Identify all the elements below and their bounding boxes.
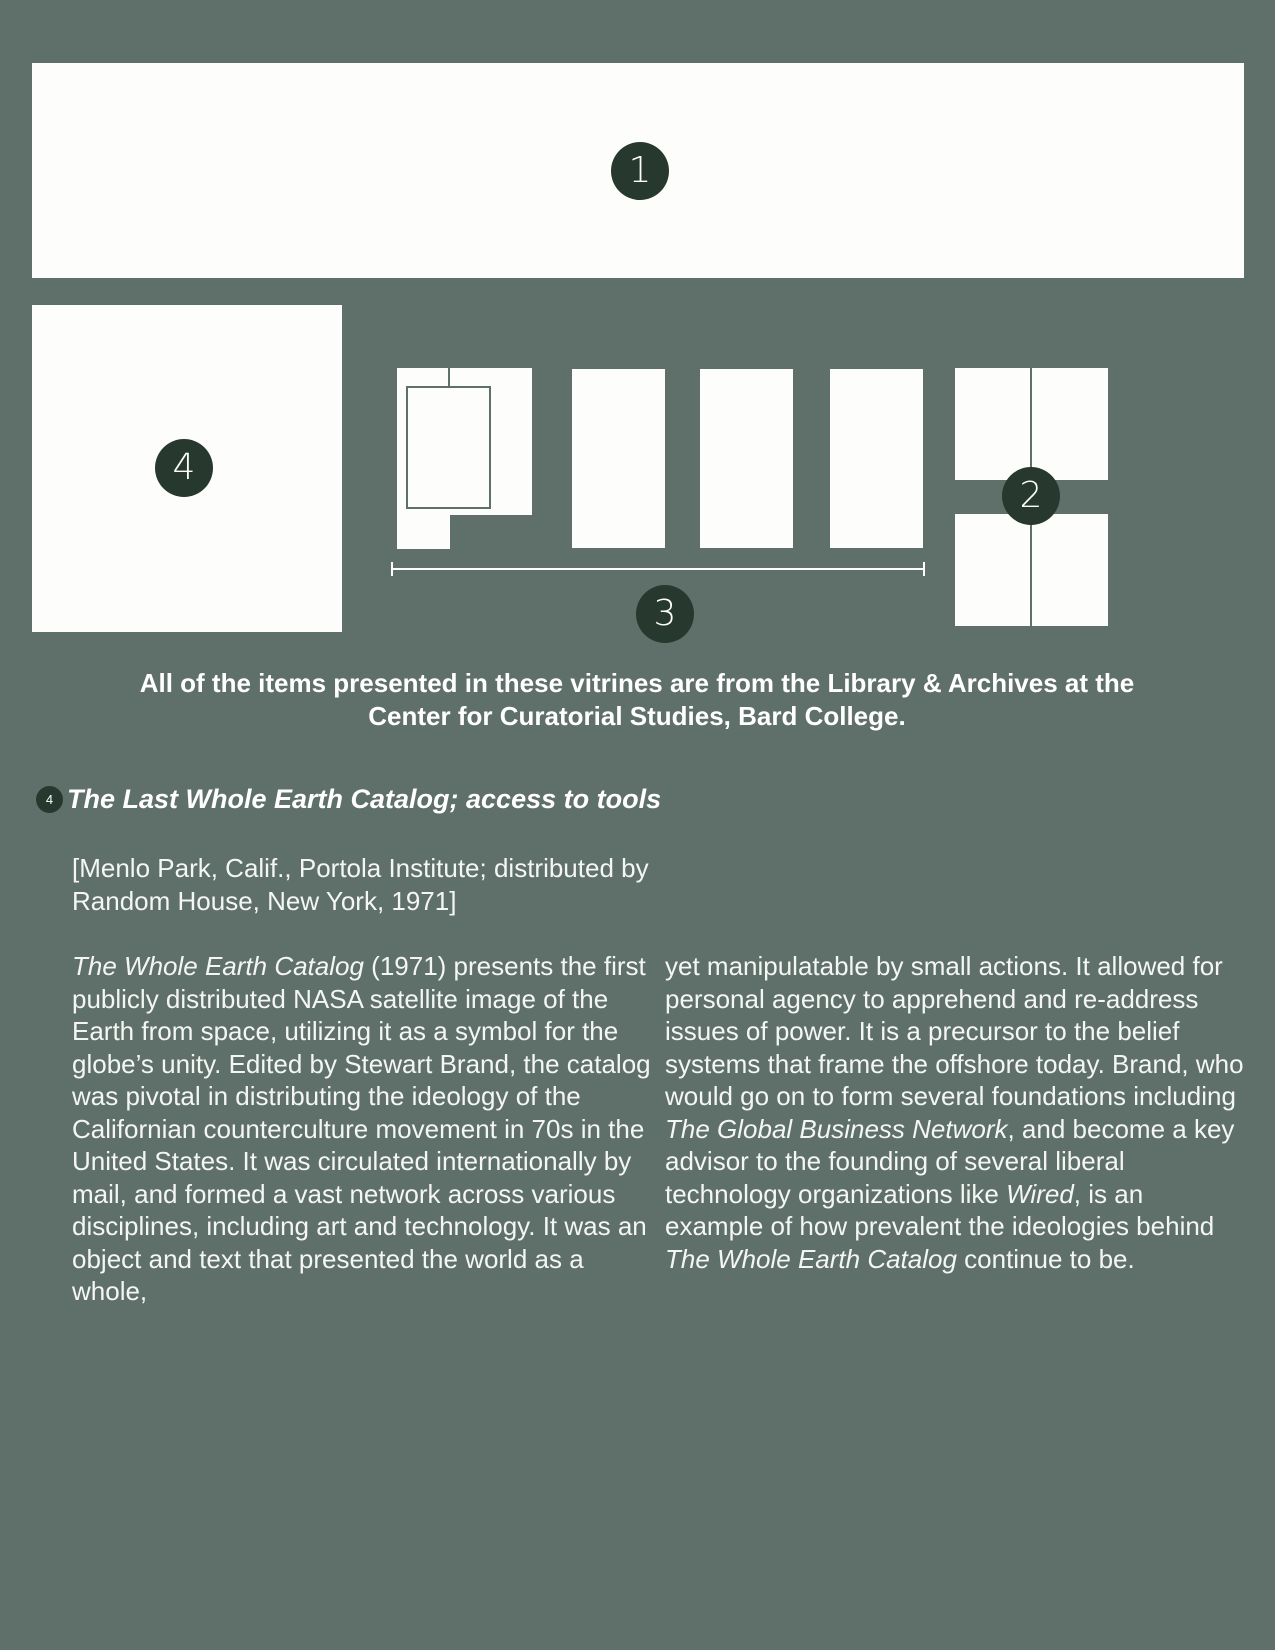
gbn-italic: The Global Business Network [665, 1113, 1008, 1144]
description-column-right [665, 950, 1245, 1275]
wired-italic: Wired [1006, 1178, 1074, 1209]
catalog-title-italic: The Whole Earth Catalog [72, 951, 364, 981]
vitrine-3-badge: 3 [636, 585, 694, 643]
vitrine-3-item [700, 369, 793, 548]
description-text: , and become a key advisor to the founding of several liberal technology organizations like [665, 1113, 1235, 1209]
description-text: (1971) presents the first publicly distributed NASA satellite image of the Earth from space, utilizing it as a symbol for the globe’s unity. Edited by Stewart Brand, the catalog was pivotal in distributing the ideology of the Californian counterculture movement in 70s in the United States. It was circulated internationally by mail, and formed a vast network across various disciplines, including art and technology. It was an object and text that presented the world as a whole, [72, 951, 651, 1306]
vitrine-2-divider-bottom [1030, 514, 1032, 626]
vitrine-3-item-outline [406, 386, 491, 509]
description-text: yet manipulatable by small actions. It allowed for personal agency to apprehend and re-address issues of power. It is a precursor to the belief systems that frame the offshore today. Brand, who would go on to form several foundations including [665, 951, 1244, 1111]
vitrine-3-item [572, 369, 665, 548]
description-text: , is an example of how prevalent the ideologies behind [665, 1178, 1215, 1241]
vitrine-4-badge: 4 [155, 439, 213, 497]
vitrine-1-badge: 1 [611, 142, 669, 200]
collection-caption: All of the items presented in these vitrines are from the Library & Archives at the Center for Curatorial Studies, Bard College. [139, 668, 1135, 731]
vitrine-2-divider-top [1030, 368, 1032, 480]
description-column-left [72, 950, 652, 1308]
publication-info: [Menlo Park, Calif., Portola Institute; distributed by Random House, New York, 1971] [72, 853, 649, 916]
entry-number-badge: 4 [36, 786, 63, 813]
description-text: continue to be. [956, 1243, 1135, 1274]
entry-title: The Last Whole Earth Catalog; access to tools [67, 783, 662, 814]
vitrine-2-badge: 2 [1002, 467, 1060, 525]
vitrine-3-item-divider [448, 368, 450, 388]
vitrine-3-span-bracket [388, 561, 928, 577]
vitrine-3-item [830, 369, 923, 548]
catalog-title-italic: The Whole Earth Catalog [665, 1243, 957, 1274]
entry-title-row [36, 781, 661, 817]
